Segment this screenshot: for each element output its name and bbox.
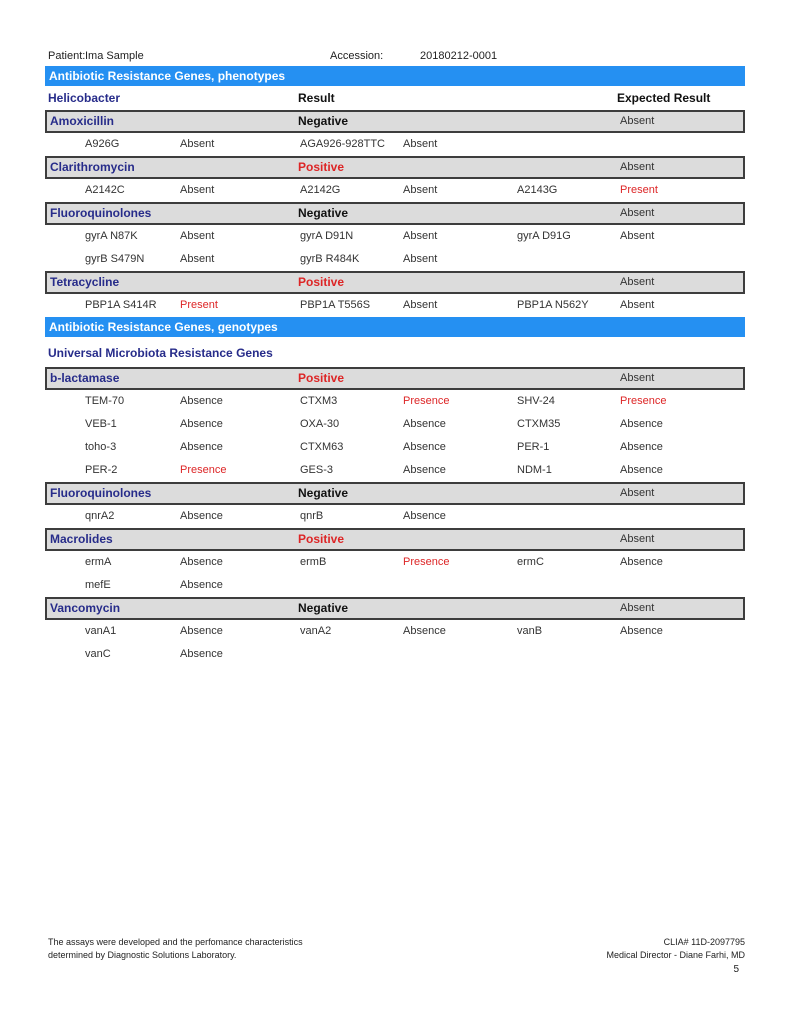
- group-result: Positive: [298, 160, 345, 174]
- gene-name: gyrA N87K: [85, 230, 138, 242]
- gene-value: Absent: [403, 138, 438, 150]
- footer-disclaimer: [48, 936, 303, 962]
- group-band: [45, 110, 745, 133]
- group-name: b-lactamase: [50, 371, 120, 385]
- gene-value: Absent: [180, 184, 215, 196]
- gene-row: [45, 643, 745, 666]
- gene-value: Absence: [180, 648, 223, 660]
- gene-name: gyrA D91N: [300, 230, 354, 242]
- section-subtitle: Universal Microbiota Resistance Genes: [48, 346, 273, 360]
- column-header-result: Result: [298, 91, 335, 105]
- page-number: 5: [733, 964, 739, 975]
- group-expected-result: Absent: [620, 276, 655, 288]
- gene-value: Presence: [403, 556, 450, 568]
- group-name: Tetracycline: [50, 275, 120, 289]
- gene-name: CTXM63: [300, 441, 344, 453]
- gene-value: Absent: [620, 299, 655, 311]
- gene-row: [45, 505, 745, 528]
- gene-value: Absence: [403, 510, 446, 522]
- gene-name: gyrB R484K: [300, 253, 360, 265]
- gene-value: Absence: [180, 418, 223, 430]
- gene-value: Present: [180, 299, 218, 311]
- gene-value: Absent: [620, 230, 655, 242]
- group-result: Negative: [298, 601, 349, 615]
- gene-name: VEB-1: [85, 418, 117, 430]
- gene-name: toho-3: [85, 441, 117, 453]
- gene-name: gyrA D91G: [517, 230, 571, 242]
- group-name: Fluoroquinolones: [50, 206, 152, 220]
- gene-name: AGA926-928TTC: [300, 138, 385, 150]
- gene-name: ermC: [517, 556, 544, 568]
- gene-value: Absence: [620, 418, 663, 430]
- group-result: Positive: [298, 371, 345, 385]
- footer-medical-director: Medical Director - Diane Farhi, MD: [606, 950, 745, 960]
- gene-name: PER-2: [85, 464, 118, 476]
- gene-value: Absence: [180, 579, 223, 591]
- gene-value: Presence: [180, 464, 227, 476]
- gene-value: Absent: [403, 230, 438, 242]
- gene-value: Absence: [180, 625, 223, 637]
- group-name: Vancomycin: [50, 601, 121, 615]
- gene-name: PBP1A S414R: [85, 299, 157, 311]
- footer-clia: CLIA# 11D-2097795: [663, 937, 745, 947]
- gene-value: Absence: [180, 441, 223, 453]
- group-band: [45, 156, 745, 179]
- group-band: [45, 202, 745, 225]
- column-header-expected: Expected Result: [617, 91, 711, 105]
- gene-row: [45, 390, 745, 413]
- gene-name: NDM-1: [517, 464, 552, 476]
- section-title-bar: Antibiotic Resistance Genes, genotypes: [45, 317, 745, 337]
- gene-name: SHV-24: [517, 395, 555, 407]
- group-expected-result: Absent: [620, 207, 655, 219]
- group-band: [45, 528, 745, 551]
- gene-name: A2142G: [300, 184, 341, 196]
- gene-name: A926G: [85, 138, 120, 150]
- gene-name: qnrA2: [85, 510, 115, 522]
- group-result: Negative: [298, 486, 349, 500]
- gene-name: A2143G: [517, 184, 558, 196]
- gene-name: CTXM35: [517, 418, 561, 430]
- group-band: [45, 367, 745, 390]
- gene-value: Absence: [403, 441, 446, 453]
- section-title-bar: Antibiotic Resistance Genes, phenotypes: [45, 66, 745, 86]
- accession-label: Accession:: [330, 50, 384, 62]
- gene-row: [45, 574, 745, 597]
- gene-name: TEM-70: [85, 395, 125, 407]
- gene-name: CTXM3: [300, 395, 338, 407]
- group-result: Negative: [298, 206, 349, 220]
- column-header-row: [45, 86, 745, 110]
- gene-name: OXA-30: [300, 418, 340, 430]
- group-expected-result: Absent: [620, 372, 655, 384]
- gene-name: PBP1A N562Y: [517, 299, 589, 311]
- group-name: Amoxicillin: [50, 114, 115, 128]
- gene-value: Absence: [403, 418, 446, 430]
- gene-name: GES-3: [300, 464, 334, 476]
- gene-name: vanB: [517, 625, 543, 637]
- gene-name: ermA: [85, 556, 112, 568]
- gene-value: Absence: [180, 510, 223, 522]
- gene-name: gyrB S479N: [85, 253, 145, 265]
- gene-value: Absence: [180, 395, 223, 407]
- gene-row: [45, 551, 745, 574]
- gene-row: [45, 436, 745, 459]
- group-expected-result: Absent: [620, 115, 655, 127]
- gene-name: vanA1: [85, 625, 117, 637]
- gene-value: Absence: [620, 464, 663, 476]
- gene-row: [45, 294, 745, 317]
- gene-row: [45, 620, 745, 643]
- group-band: [45, 482, 745, 505]
- gene-row: [45, 225, 745, 248]
- group-result: Negative: [298, 114, 349, 128]
- group-expected-result: Absent: [620, 602, 655, 614]
- gene-name: vanA2: [300, 625, 332, 637]
- group-result: Positive: [298, 275, 345, 289]
- gene-row: [45, 133, 745, 156]
- gene-row: [45, 413, 745, 436]
- gene-value: Presence: [403, 395, 450, 407]
- gene-value: Presence: [620, 395, 667, 407]
- gene-name: qnrB: [300, 510, 324, 522]
- group-expected-result: Absent: [620, 533, 655, 545]
- gene-value: Absence: [620, 625, 663, 637]
- footer-disclaimer-line2: determined by Diagnostic Solutions Laboratory.: [48, 950, 237, 960]
- gene-value: Absence: [180, 556, 223, 568]
- gene-value: Absence: [620, 441, 663, 453]
- gene-row: [45, 459, 745, 482]
- gene-row: [45, 248, 745, 271]
- gene-name: PER-1: [517, 441, 550, 453]
- patient-info-row: [48, 50, 748, 64]
- gene-name: A2142C: [85, 184, 125, 196]
- gene-value: Absent: [403, 253, 438, 265]
- accession-value: 20180212-0001: [420, 50, 498, 62]
- patient-label: Patient:: [48, 50, 86, 62]
- gene-value: Absent: [403, 299, 438, 311]
- group-band: [45, 597, 745, 620]
- group-name: Clarithromycin: [50, 160, 135, 174]
- gene-value: Present: [620, 184, 658, 196]
- group-expected-result: Absent: [620, 487, 655, 499]
- column-header-organism: Helicobacter: [48, 91, 121, 105]
- group-expected-result: Absent: [620, 161, 655, 173]
- gene-value: Absence: [403, 625, 446, 637]
- gene-value: Absence: [620, 556, 663, 568]
- gene-name: mefE: [85, 579, 111, 591]
- gene-name: ermB: [300, 556, 327, 568]
- gene-value: Absent: [180, 230, 215, 242]
- gene-name: PBP1A T556S: [300, 299, 371, 311]
- group-name: Macrolides: [50, 532, 113, 546]
- report-body: [45, 66, 745, 666]
- group-name: Fluoroquinolones: [50, 486, 152, 500]
- patient-value: Ima Sample: [85, 50, 144, 62]
- gene-name: vanC: [85, 648, 111, 660]
- gene-value: Absent: [180, 138, 215, 150]
- footer-lab-credentials: [606, 936, 745, 962]
- gene-value: Absence: [403, 464, 446, 476]
- footer-disclaimer-line1: The assays were developed and the perfomance characteristics: [48, 937, 303, 947]
- gene-value: Absent: [403, 184, 438, 196]
- group-result: Positive: [298, 532, 345, 546]
- group-band: [45, 271, 745, 294]
- gene-row: [45, 179, 745, 202]
- gene-value: Absent: [180, 253, 215, 265]
